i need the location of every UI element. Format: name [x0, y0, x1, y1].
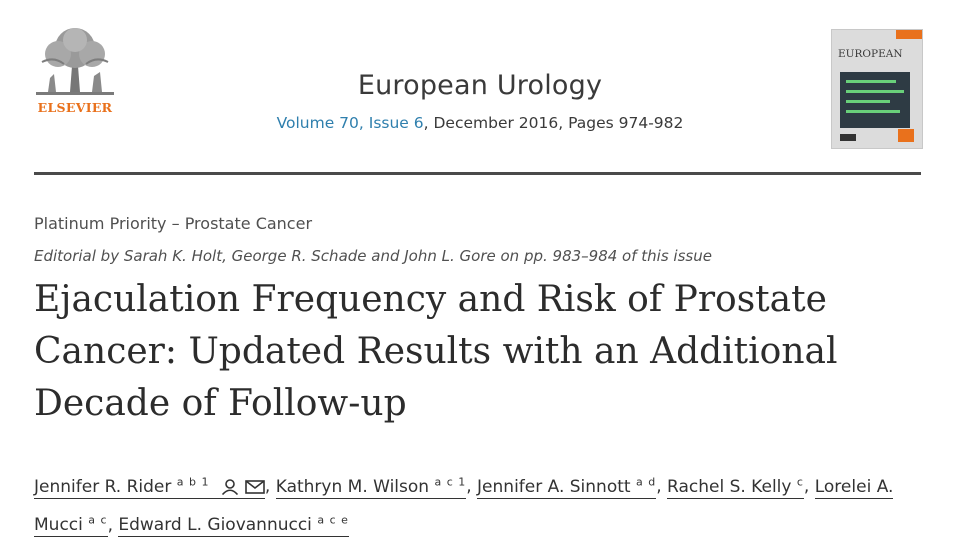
envelope-icon[interactable] [245, 479, 265, 495]
cover-badge [898, 129, 914, 142]
citation-line [0, 114, 960, 132]
author-link[interactable] [477, 477, 656, 499]
author-link[interactable] [34, 477, 265, 499]
author-name: Jennifer A. Sinnott [477, 476, 631, 497]
author-affiliation: a c [88, 513, 108, 527]
author-name: Jennifer R. Rider [34, 476, 172, 497]
author-name: Edward L. Giovannucci [118, 515, 312, 536]
cover-title: EUROPEAN [838, 48, 903, 60]
person-icon[interactable] [221, 479, 239, 495]
author-affiliation: a b 1 [176, 475, 210, 488]
author-link[interactable] [667, 477, 804, 499]
journal-title[interactable]: European Urology [357, 70, 603, 101]
journal-header [0, 0, 960, 175]
cover-logo [840, 134, 856, 141]
author-affiliation: c [796, 475, 804, 488]
author-name: Rachel S. Kelly [667, 476, 792, 497]
citation-details: , December 2016, Pages 974-982 [423, 114, 684, 132]
author-name: Kathryn M. Wilson [275, 476, 430, 497]
cover-image [840, 72, 910, 128]
author-affiliation: a c 1 [434, 475, 467, 488]
journal-cover-thumbnail[interactable] [831, 29, 923, 149]
article-title: Ejaculation Frequency and Risk of Prostate Cancer: Updated Results with an Additional Decade of Follow-up [34, 279, 838, 424]
author-name: Lorelei A. Mucci [34, 476, 894, 536]
editorial-note: Editorial by Sarah K. Holt, George R. Schade and John L. Gore on pp. 983–984 of this issue [34, 247, 712, 265]
header-divider [34, 172, 921, 175]
author-link[interactable] [276, 477, 467, 499]
article-type: Platinum Priority – Prostate Cancer [34, 214, 313, 233]
elsevier-wordmark: ELSEVIER [37, 100, 113, 115]
author-affiliation: a d [635, 475, 657, 488]
cover-stripe [896, 30, 922, 39]
author-affiliation: a c e [317, 513, 349, 527]
author-link[interactable] [118, 515, 349, 537]
volume-issue-link[interactable]: Volume 70, Issue 6 [276, 114, 424, 132]
author-list: Jennifer R. Rider $^{a b 1}$ , Kathryn M. Wilson $^{a c 1}$, Jennifer A. Sinnott $^{a d}$, Rachel S. Kelly $^c$, Lorelei A. Mucci $^{a c}$, Edward L. Giovannucci $^{a c e}$ [34, 475, 894, 536]
